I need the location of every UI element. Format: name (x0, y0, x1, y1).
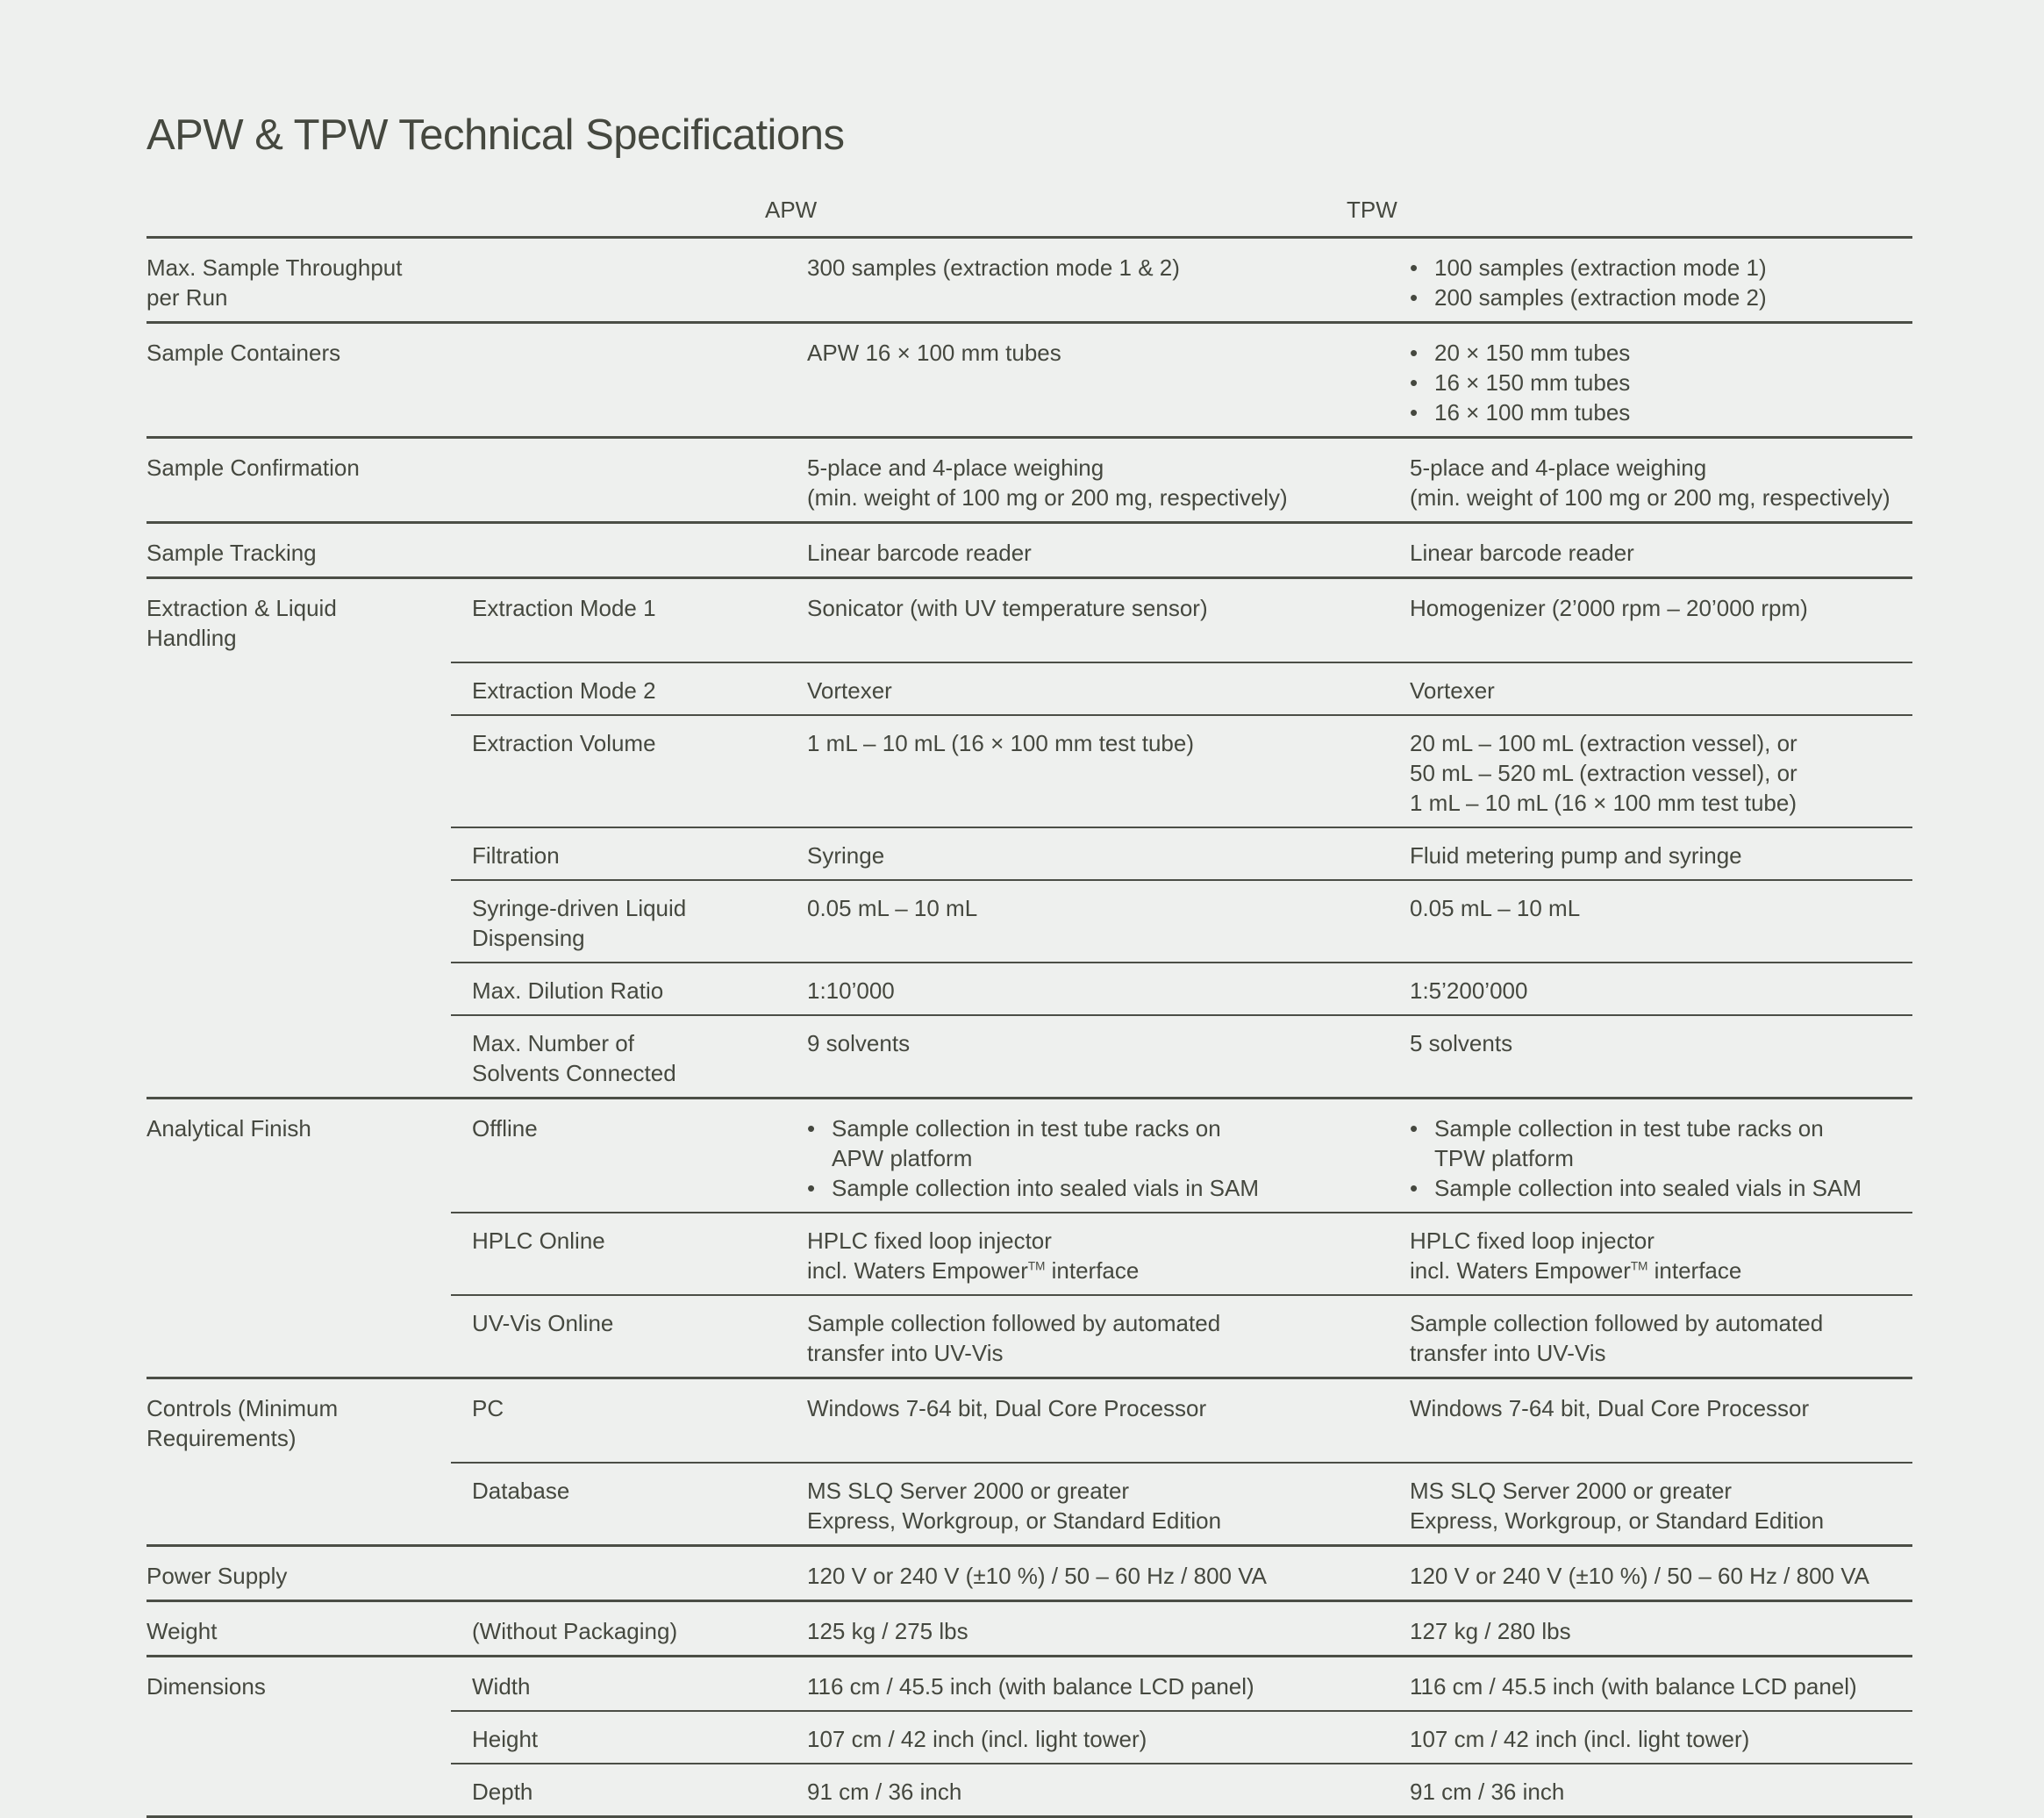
apw-value-cell: 107 cm / 42 inch (incl. light tower) (807, 1726, 1147, 1752)
tpw-value-cell: • 20 × 150 mm tubes • 16 × 150 mm tubes • 16 × 100 mm tubes (1410, 340, 1631, 426)
table-row (147, 579, 1912, 662)
tpw-value-cell: MS SLQ Server 2000 or greater Express, Workgroup, or Standard Edition (1410, 1478, 1825, 1534)
table-row (147, 439, 1912, 521)
row-label: Power Supply (147, 1563, 288, 1589)
tpw-value-cell: 120 V or 240 V (±10 %) / 50 – 60 Hz / 800 VA (1410, 1563, 1869, 1589)
tpw-value-cell: 116 cm / 45.5 inch (with balance LCD panel) (1410, 1673, 1857, 1700)
bullet-marker: • (1410, 284, 1419, 311)
section-extraction-liquid-handling (147, 576, 1912, 1097)
row-sublabel: Extraction Volume (472, 730, 656, 756)
tpw-value-cell: Linear barcode reader (1410, 540, 1634, 566)
row-label: Extraction & Liquid Handling (147, 595, 337, 651)
tpw-value-cell: Fluid metering pump and syringe (1410, 842, 1742, 869)
apw-value-cell: Windows 7-64 bit, Dual Core Processor (807, 1395, 1207, 1421)
bullet-marker: • (1410, 254, 1419, 281)
row-sublabel: HPLC Online (472, 1228, 605, 1254)
row-label: Weight (147, 1618, 218, 1644)
row-sublabel: Offline (472, 1115, 538, 1142)
tpw-value-cell: 107 cm / 42 inch (incl. light tower) (1410, 1726, 1750, 1752)
column-header-tpw: TPW (1347, 197, 1397, 223)
spec-table (147, 195, 1912, 1818)
apw-value-cell: MS SLQ Server 2000 or greater Express, Workgroup, or Standard Edition (807, 1478, 1222, 1534)
row-sublabel: Extraction Mode 1 (472, 595, 656, 621)
section-sample-confirmation (147, 436, 1912, 521)
header-spacer (147, 195, 451, 225)
table-row (147, 1602, 1912, 1655)
section-max-sample-throughput (147, 236, 1912, 321)
apw-value-cell: 125 kg / 275 lbs (807, 1618, 968, 1644)
trademark-superscript: TM (1630, 1259, 1648, 1273)
tpw-value-cell: Vortexer (1410, 677, 1495, 704)
table-row (147, 962, 1912, 1014)
table-row (147, 1212, 1912, 1294)
apw-value-cell: 0.05 mL – 10 mL (807, 895, 978, 921)
row-sublabel: Depth (472, 1779, 533, 1805)
table-row (147, 879, 1912, 962)
apw-value-cell: 1:10’000 (807, 977, 895, 1004)
apw-value-cell: Sonicator (with UV temperature sensor) (807, 595, 1208, 621)
row-sublabel: Max. Number of Solvents Connected (472, 1030, 676, 1086)
apw-value-cell: 9 solvents (807, 1030, 911, 1056)
section-sample-containers (147, 321, 1912, 436)
table-row (147, 1710, 1912, 1763)
table-row (147, 1657, 1912, 1710)
bullet-marker: • (1410, 1175, 1419, 1201)
table-row (147, 1294, 1912, 1377)
row-sublabel: Width (472, 1673, 531, 1700)
apw-value-cell: 116 cm / 45.5 inch (with balance LCD panel) (807, 1673, 1254, 1700)
section-power-supply (147, 1544, 1912, 1600)
row-label: Sample Containers (147, 340, 341, 366)
table-row (147, 662, 1912, 714)
apw-value-cell: 91 cm / 36 inch (807, 1779, 962, 1805)
row-sublabel (472, 439, 807, 521)
apw-value-cell: • Sample collection in test tube racks on APW platform • Sample collection into sealed vials in SAM (807, 1115, 1260, 1201)
tpw-value-cell: • Sample collection in test tube racks on TPW platform • Sample collection into sealed vials in SAM (1410, 1115, 1862, 1201)
tpw-value-cell: 5-place and 4-place weighing (min. weight of 100 mg or 200 mg, respectively) (1410, 454, 1890, 511)
apw-value-cell: APW 16 × 100 mm tubes (807, 340, 1061, 366)
tpw-value-cell: HPLC fixed loop injector incl. Waters Empower™ interface (1410, 1228, 1742, 1284)
row-sublabel: UV-Vis Online (472, 1310, 614, 1336)
tpw-value-cell: 5 solvents (1410, 1030, 1513, 1056)
tpw-value-cell: • 100 samples (extraction mode 1) • 200 samples (extraction mode 2) (1410, 254, 1767, 311)
apw-value-cell: 300 samples (extraction mode 1 & 2) (807, 254, 1180, 281)
bullet-marker: • (1410, 340, 1419, 366)
row-label: Max. Sample Throughput per Run (147, 254, 403, 311)
row-sublabel: (Without Packaging) (472, 1618, 678, 1644)
table-row (147, 324, 1912, 436)
table-row (147, 1547, 1912, 1600)
row-sublabel (472, 1547, 807, 1600)
apw-value-cell: Vortexer (807, 677, 892, 704)
row-sublabel: PC (472, 1395, 504, 1421)
table-row (147, 1462, 1912, 1544)
bullet-marker: • (807, 1115, 816, 1142)
trademark-superscript: TM (1027, 1259, 1046, 1273)
table-row (147, 1014, 1912, 1097)
tpw-value-cell: 91 cm / 36 inch (1410, 1779, 1565, 1805)
apw-value-cell: Syringe (807, 842, 885, 869)
apw-value-cell: 120 V or 240 V (±10 %) / 50 – 60 Hz / 800 VA (807, 1563, 1267, 1589)
row-label: Sample Tracking (147, 540, 317, 566)
row-sublabel: Extraction Mode 2 (472, 677, 656, 704)
row-sublabel: Height (472, 1726, 539, 1752)
row-label: Sample Confirmation (147, 454, 360, 481)
tpw-value-cell: 1:5’200’000 (1410, 977, 1528, 1004)
apw-value-cell: 1 mL – 10 mL (16 × 100 mm test tube) (807, 730, 1195, 756)
table-row (147, 239, 1912, 321)
tpw-value-cell: 20 mL – 100 mL (extraction vessel), or 50 mL – 520 mL (extraction vessel), or 1 mL – 10 mL (16 × 100 mm test tube) (1410, 730, 1797, 816)
tpw-value-cell: Homogenizer (2’000 rpm – 20’000 rpm) (1410, 595, 1808, 621)
row-sublabel (472, 324, 807, 436)
apw-value-cell: HPLC fixed loop injector incl. Waters Empower™ interface (807, 1228, 1140, 1284)
row-sublabel: Max. Dilution Ratio (472, 977, 664, 1004)
row-label: Controls (Minimum Requirements) (147, 1395, 339, 1451)
row-sublabel (472, 239, 807, 321)
row-sublabel: Filtration (472, 842, 560, 869)
section-analytical-finish (147, 1097, 1912, 1377)
row-sublabel: Syringe-driven Liquid Dispensing (472, 895, 687, 951)
table-row (147, 1763, 1912, 1815)
row-label: Dimensions (147, 1673, 266, 1700)
apw-value-cell: Sample collection followed by automated transfer into UV-Vis (807, 1310, 1221, 1366)
row-sublabel: Database (472, 1478, 570, 1504)
tpw-value-cell: 0.05 mL – 10 mL (1410, 895, 1581, 921)
bullet-marker: • (1410, 369, 1419, 396)
section-controls (147, 1377, 1912, 1544)
tpw-value-cell: Windows 7-64 bit, Dual Core Processor (1410, 1395, 1810, 1421)
apw-value-cell: Linear barcode reader (807, 540, 1032, 566)
row-label: Analytical Finish (147, 1115, 311, 1142)
section-sample-tracking (147, 521, 1912, 576)
table-header-row (147, 195, 1912, 236)
section-dimensions (147, 1655, 1912, 1818)
apw-value-cell: 5-place and 4-place weighing (min. weight of 100 mg or 200 mg, respectively) (807, 454, 1288, 511)
column-header-apw: APW (765, 197, 818, 223)
table-row (147, 827, 1912, 879)
bullet-marker: • (1410, 399, 1419, 426)
table-row (147, 1099, 1912, 1212)
header-spacer (451, 195, 765, 225)
table-row (147, 1379, 1912, 1462)
table-row (147, 524, 1912, 576)
bullet-marker: • (1410, 1115, 1419, 1142)
row-sublabel (472, 524, 807, 576)
tpw-value-cell: Sample collection followed by automated transfer into UV-Vis (1410, 1310, 1824, 1366)
table-row (147, 714, 1912, 827)
bullet-marker: • (807, 1175, 816, 1201)
page-title: APW & TPW Technical Specifications (147, 111, 845, 159)
section-weight (147, 1600, 1912, 1655)
tpw-value-cell: 127 kg / 280 lbs (1410, 1618, 1571, 1644)
